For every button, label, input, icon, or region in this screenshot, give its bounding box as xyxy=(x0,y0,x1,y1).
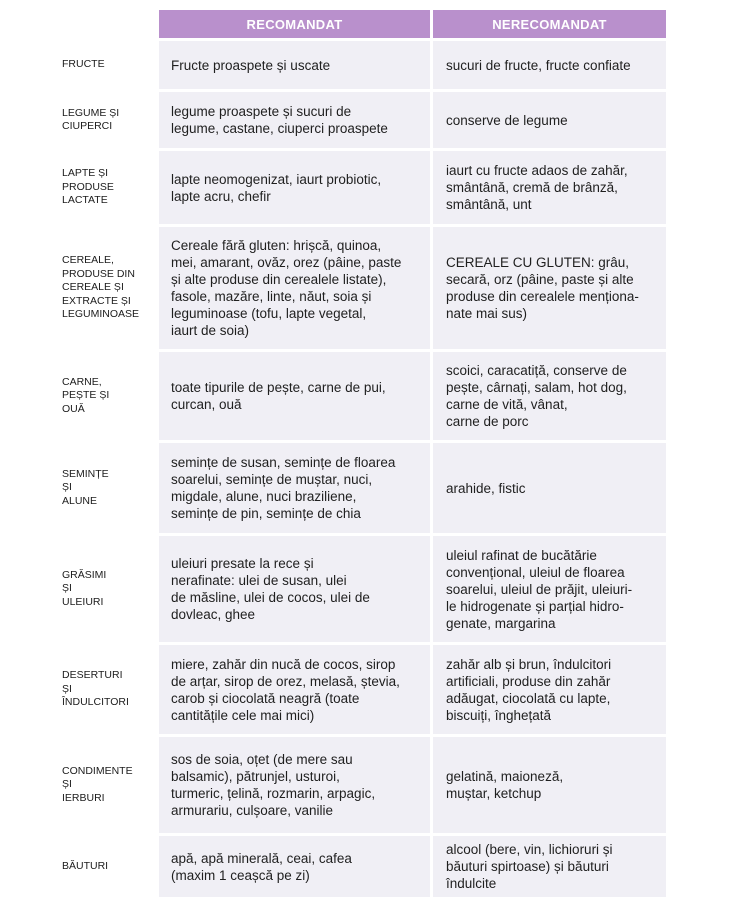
category-label: LEGUME ȘI CIUPERCI xyxy=(62,106,120,132)
not-recommended-cell: alcool (bere, vin, lichioruri și băuturi spirtoase) și băuturi îndulcite xyxy=(433,836,666,897)
recommended-cell: semințe de susan, semințe de floarea soarelui, semințe de muștar, nuci, migdale, alune, nuci braziliene, semințe de pin, semințe de chia xyxy=(159,443,430,533)
table-row xyxy=(62,352,666,440)
category-label: CEREALE, PRODUSE DIN CEREALE ȘI EXTRACTE ȘI LEGUMINOASE xyxy=(62,254,140,321)
not-recommended-cell: scoici, caracatiță, conserve de pește, cârnați, salam, hot dog, carne de vită, vânat, carne de porc xyxy=(433,352,666,440)
table-row xyxy=(62,443,666,533)
not-recommended-cell: CEREALE CU GLUTEN: grâu, secară, orz (pâine, paste și alte produse din cerealele menționa- nate mai sus) xyxy=(433,227,666,349)
recommended-cell: Fructe proaspete și uscate xyxy=(159,41,430,89)
category-label: GRĂSIMI ȘI ULEIURI xyxy=(62,568,107,608)
not-recommended-cell: conserve de legume xyxy=(433,92,666,148)
recommended-cell: Cereale fără gluten: hrișcă, quinoa, mei, amarant, ovăz, orez (pâine, paste și alte produse din cerealele listate), fasole, mazăre, linte, năut, soia și leguminoase (tofu, lapte vegetal, iaurt de soia) xyxy=(159,227,430,349)
recommended-cell: sos de soia, oțet (de mere sau balsamic), pătrunjel, usturoi, turmeric, țelină, rozmarin, arpagic, armurariu, culșoare, vanilie xyxy=(159,737,430,833)
table-row xyxy=(62,645,666,734)
category-label: LAPTE ȘI PRODUSE LACTATE xyxy=(62,167,114,207)
category-label: BĂUTURI xyxy=(62,859,109,872)
not-recommended-cell: iaurt cu fructe adaos de zahăr, smântână, cremă de brânză, smântână, unt xyxy=(433,151,666,224)
table-row xyxy=(62,737,666,833)
header-recommended: RECOMANDAT xyxy=(159,10,430,38)
recommended-cell: apă, apă minerală, ceai, cafea (maxim 1 ceașcă pe zi) xyxy=(159,836,430,897)
recommended-cell: toate tipurile de pește, carne de pui, curcan, ouă xyxy=(159,352,430,440)
table-row xyxy=(62,836,666,897)
table-row xyxy=(62,227,666,349)
not-recommended-cell: arahide, fistic xyxy=(433,443,666,533)
not-recommended-cell: sucuri de fructe, fructe confiate xyxy=(433,41,666,89)
header-not-recommended: NERECOMANDAT xyxy=(433,10,666,38)
not-recommended-cell: zahăr alb și brun, îndulcitori artificiali, produse din zahăr adăugat, ciocolată cu lapte, biscuiți, înghețată xyxy=(433,645,666,734)
recommended-cell: uleiuri presate la rece și nerafinate: ulei de susan, ulei de măsline, ulei de cocos, ulei de dovleac, ghee xyxy=(159,536,430,642)
recommended-cell: lapte neomogenizat, iaurt probiotic, lapte acru, chefir xyxy=(159,151,430,224)
category-label: DESERTURI ȘI ÎNDULCITORI xyxy=(62,669,129,709)
not-recommended-cell: gelatină, maioneză, muștar, ketchup xyxy=(433,737,666,833)
not-recommended-cell: uleiul rafinat de bucătărie convențional, uleiul de floarea soarelui, uleiul de prăjit, uleiuri- le hidrogenate și parțial hidro- genate, margarina xyxy=(433,536,666,642)
category-label: CONDIMENTE ȘI IERBURI xyxy=(62,764,133,804)
table-row xyxy=(62,151,666,224)
table-row xyxy=(62,41,666,89)
table-row xyxy=(62,92,666,148)
table-header xyxy=(62,10,666,38)
diet-table xyxy=(62,10,666,891)
category-label: FRUCTE xyxy=(62,58,105,71)
category-label: SEMINȚE ȘI ALUNE xyxy=(62,467,109,507)
recommended-cell: miere, zahăr din nucă de cocos, sirop de arțar, sirop de orez, melasă, ștevia, carob și ciocolată neagră (toate cantitățile cele mai mici) xyxy=(159,645,430,734)
recommended-cell: legume proaspete și sucuri de legume, castane, ciuperci proaspete xyxy=(159,92,430,148)
category-label: CARNE, PEȘTE ȘI OUĂ xyxy=(62,375,110,415)
table-row xyxy=(62,536,666,642)
